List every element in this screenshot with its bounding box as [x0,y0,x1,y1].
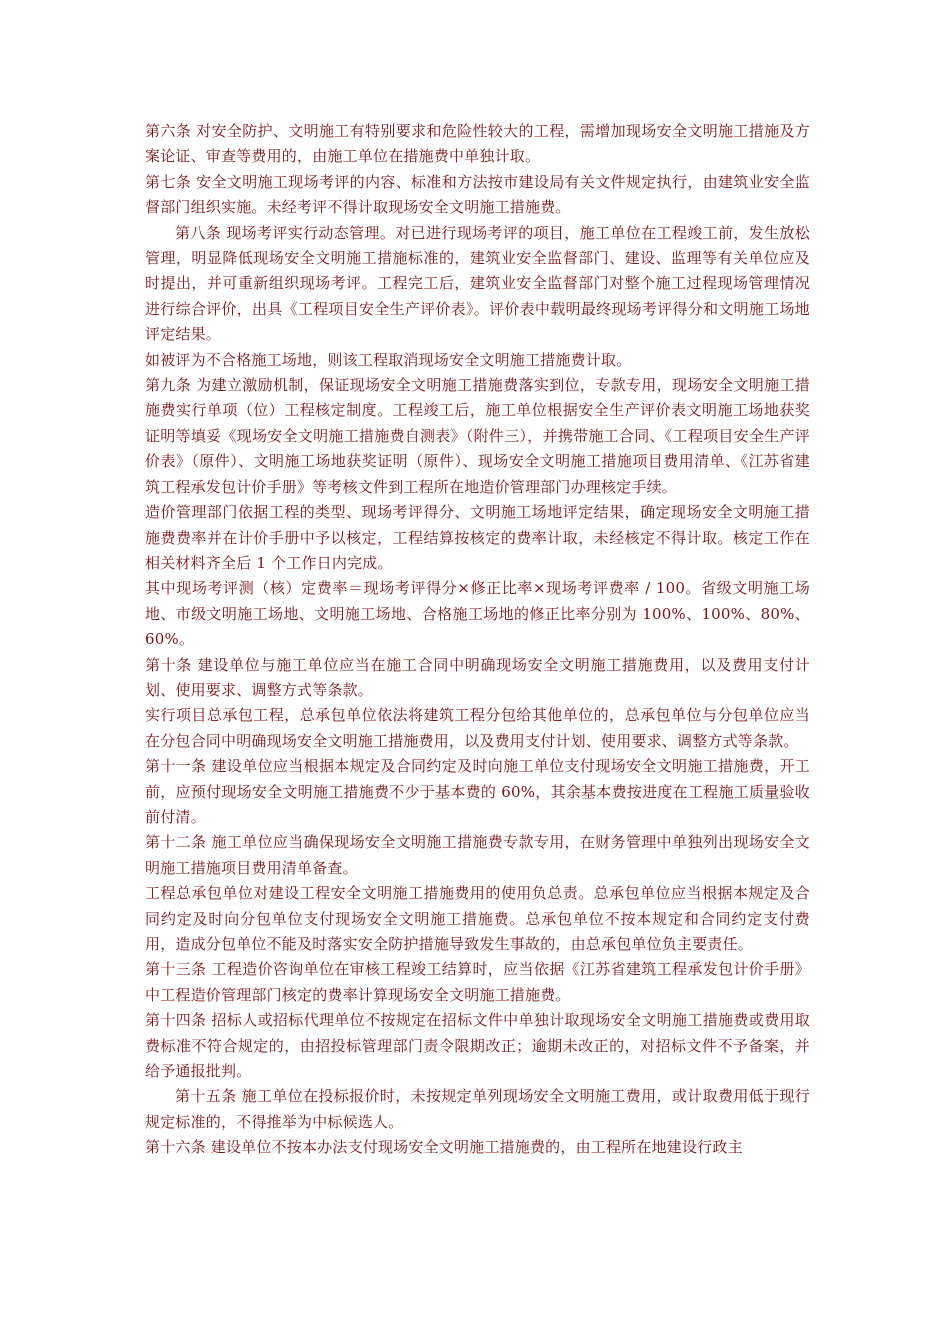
document-paragraph: 第十一条 建设单位应当根据本规定及合同约定及时向施工单位支付现场安全文明施工措施费，开工前，应预付现场安全文明施工措施费不少于基本费的 60%，其余基本费按进度在工程施工质量验收前付清。 [145,757,810,826]
document-paragraph: 第十五条 施工单位在投标报价时，未按规定单列现场安全文明施工费用，或计取费用低于现行规定标准的，不得推举为中标候选人。 [145,1087,810,1131]
document-paragraph: 第八条 现场考评实行动态管理。对已进行现场考评的项目，施工单位在工程竣工前，发生放松管理，明显降低现场安全文明施工措施标准的，建筑业安全监督部门、建设、监理等有关单位应及时提出，并可重新组织现场考评。工程完工后，建筑业安全监督部门对整个施工过程现场管理情况进行综合评价，出具《工程项目安全生产评价表》。评价表中载明最终现场考评得分和文明施工场地评定结果。 [145,223,810,344]
document-paragraph: 第十二条 施工单位应当确保现场安全文明施工措施费专款专用，在财务管理中单独列出现场安全文明施工措施项目费用清单备查。 [145,833,810,877]
document-paragraph: 第七条 安全文明施工现场考评的内容、标准和方法按市建设局有关文件规定执行，由建筑业安全监督部门组织实施。未经考评不得计取现场安全文明施工措施费。 [145,172,810,217]
document-paragraph: 其中现场考评测（核）定费率＝现场考评得分×修正比率×现场考评费率 / 100。省级文明施工场地、市级文明施工场地、文明施工场地、合格施工场地的修正比率分别为 100%、100%、80%、60%。 [145,579,810,649]
document-paragraph: 第九条 为建立激励机制，保证现场安全文明施工措施费落实到位，专款专用，现场安全文明施工措施费实行单项（位）工程核定制度。工程竣工后，施工单位根据安全生产评价表文明施工场地获奖证明等填妥《现场安全文明施工措施费自测表》（附件三），并携带施工合同、《工程项目安全生产评价表》（原件）、文明施工场地获奖证明（原件）、现场安全文明施工措施项目费用清单、《江苏省建筑工程承发包计价手册》等考核文件到工程所在地造价管理部门办理核定手续。 [145,376,810,496]
document-paragraph: 第六条 对安全防护、文明施工有特别要求和危险性较大的工程，需增加现场安全文明施工措施及方案论证、审查等费用的，由施工单位在措施费中单独计取。 [145,122,810,166]
document-paragraph: 实行项目总承包工程，总承包单位依法将建筑工程分包给其他单位的，总承包单位与分包单位应当在分包合同中明确现场安全文明施工措施费用，以及费用支付计划、使用要求、调整方式等条款。 [145,706,810,750]
document-paragraph: 第十条 建设单位与施工单位应当在施工合同中明确现场安全文明施工措施费用，以及费用支付计划、使用要求、调整方式等条款。 [145,655,810,699]
document-body [145,119,810,1161]
document-paragraph: 工程总承包单位对建设工程安全文明施工措施费用的使用负总责。总承包单位应当根据本规定及合同约定及时向分包单位支付现场安全文明施工措施费。总承包单位不按本规定和合同约定支付费用，造成分包单位不能及时落实安全防护措施导致发生事故的，由总承包单位负主要责任。 [145,884,810,953]
document-paragraph: 如被评为不合格施工场地，则该工程取消现场安全文明施工措施费计取。 [145,350,632,369]
document-paragraph: 第十六条 建设单位不按本办法支付现场安全文明施工措施费的，由工程所在地建设行政主 [145,1138,743,1157]
document-paragraph: 第十三条 工程造价咨询单位在审核工程竣工结算时，应当依据《江苏省建筑工程承发包计价手册》中工程造价管理部门核定的费率计算现场安全文明施工措施费。 [145,960,810,1004]
document-paragraph: 第十四条 招标人或招标代理单位不按规定在招标文件中单独计取现场安全文明施工措施费或费用取费标准不符合规定的，由招投标管理部门责令限期改正；逾期未改正的，对招标文件不予备案，并给予通报批判。 [145,1011,810,1081]
document-paragraph: 造价管理部门依据工程的类型、现场考评得分、文明施工场地评定结果，确定现场安全文明施工措施费费率并在计价手册中予以核定，工程结算按核定的费率计取，未经核定不得计取。核定工作在相关材料齐全后 1 个工作日内完成。 [145,503,810,572]
